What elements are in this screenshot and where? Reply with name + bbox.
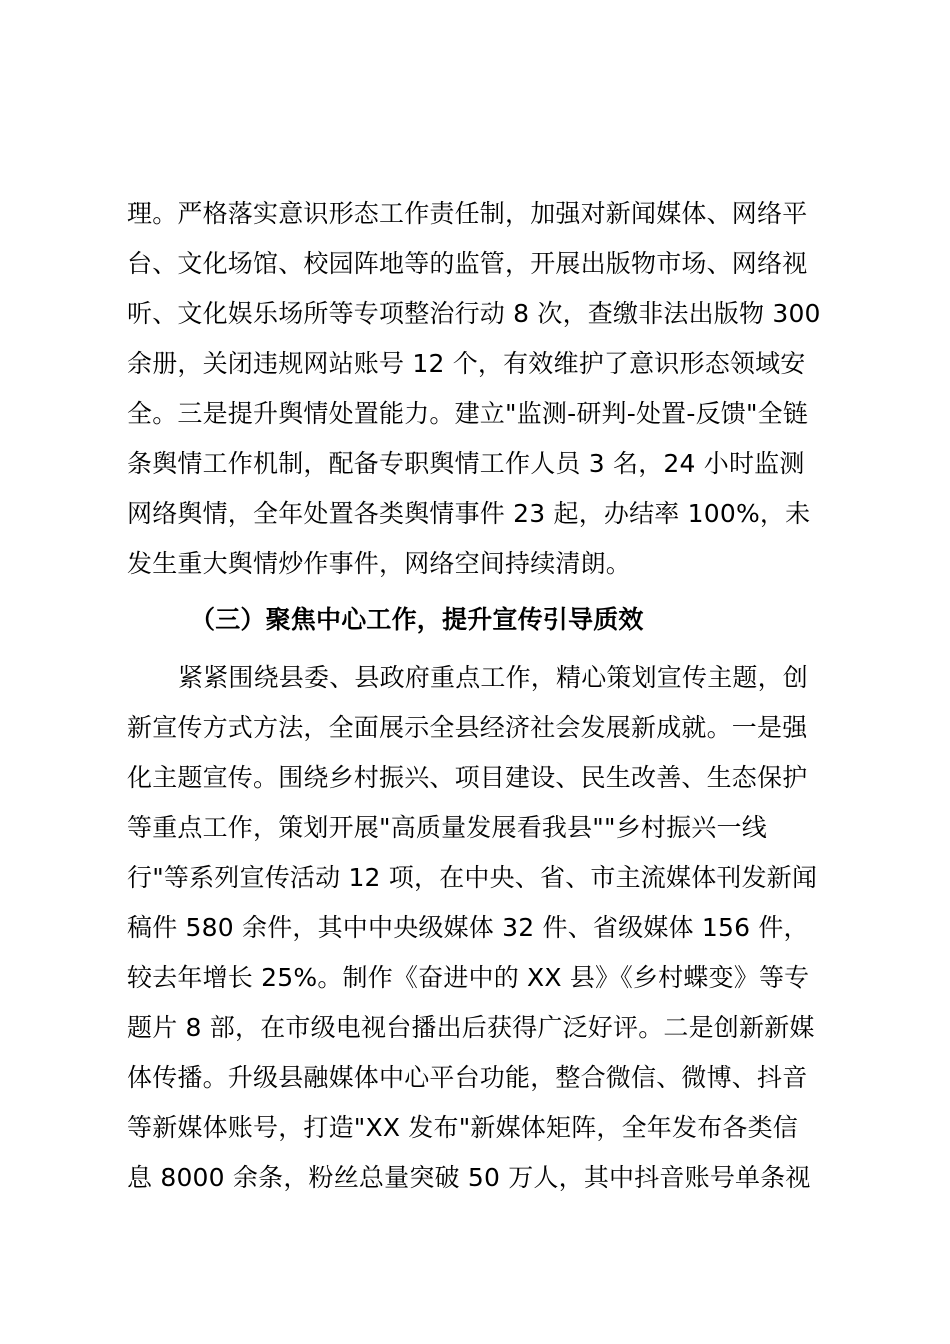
paragraph-line: 发生重大舆情炒作事件，网络空间持续清朗。 xyxy=(127,549,632,578)
paragraph-line: 新宣传方式方法，全面展示全县经济社会发展新成就。一是强 xyxy=(127,713,808,742)
section-heading: （三）聚焦中心工作，提升宣传引导质效 xyxy=(190,605,644,634)
paragraph-line: 理。严格落实意识形态工作责任制，加强对新闻媒体、网络平 xyxy=(127,199,808,228)
paragraph-line: 体传播。升级县融媒体中心平台功能，整合微信、微博、抖音 xyxy=(127,1063,808,1092)
paragraph-line: 等新媒体账号，打造"XX 发布"新媒体矩阵，全年发布各类信 xyxy=(127,1113,798,1142)
paragraph-line: 题片 8 部，在市级电视台播出后获得广泛好评。二是创新新媒 xyxy=(127,1013,815,1042)
paragraph-line: 台、文化场馆、校园阵地等的监管，开展出版物市场、网络视 xyxy=(127,249,808,278)
paragraph-line: 息 8000 余条，粉丝总量突破 50 万人，其中抖音账号单条视 xyxy=(127,1163,811,1192)
paragraph-line: 稿件 580 余件，其中中央级媒体 32 件、省级媒体 156 件， xyxy=(127,913,809,942)
paragraph-line: 等重点工作，策划开展"高质量发展看我县""乡村振兴一线 xyxy=(127,813,767,842)
paragraph-line: 化主题宣传。围绕乡村振兴、项目建设、民生改善、生态保护 xyxy=(127,763,808,792)
paragraph-line: 条舆情工作机制，配备专职舆情工作人员 3 名，24 小时监测 xyxy=(127,449,805,478)
paragraph-line: 较去年增长 25%。制作《奋进中的 XX 县》《乡村蝶变》等专 xyxy=(127,963,810,992)
paragraph-line: 网络舆情，全年处置各类舆情事件 23 起，办结率 100%，未 xyxy=(127,499,811,528)
paragraph-line: 余册，关闭违规网站账号 12 个，有效维护了意识形态领域安 xyxy=(127,349,806,378)
paragraph-line: 紧紧围绕县委、县政府重点工作，精心策划宣传主题，创 xyxy=(178,663,809,692)
paragraph-line: 听、文化娱乐场所等专项整治行动 8 次，查缴非法出版物 300 xyxy=(127,299,821,328)
paragraph-line: 行"等系列宣传活动 12 项，在中央、省、市主流媒体刊发新闻 xyxy=(127,863,818,892)
paragraph-line: 全。三是提升舆情处置能力。建立"监测-研判-处置-反馈"全链 xyxy=(127,399,809,428)
